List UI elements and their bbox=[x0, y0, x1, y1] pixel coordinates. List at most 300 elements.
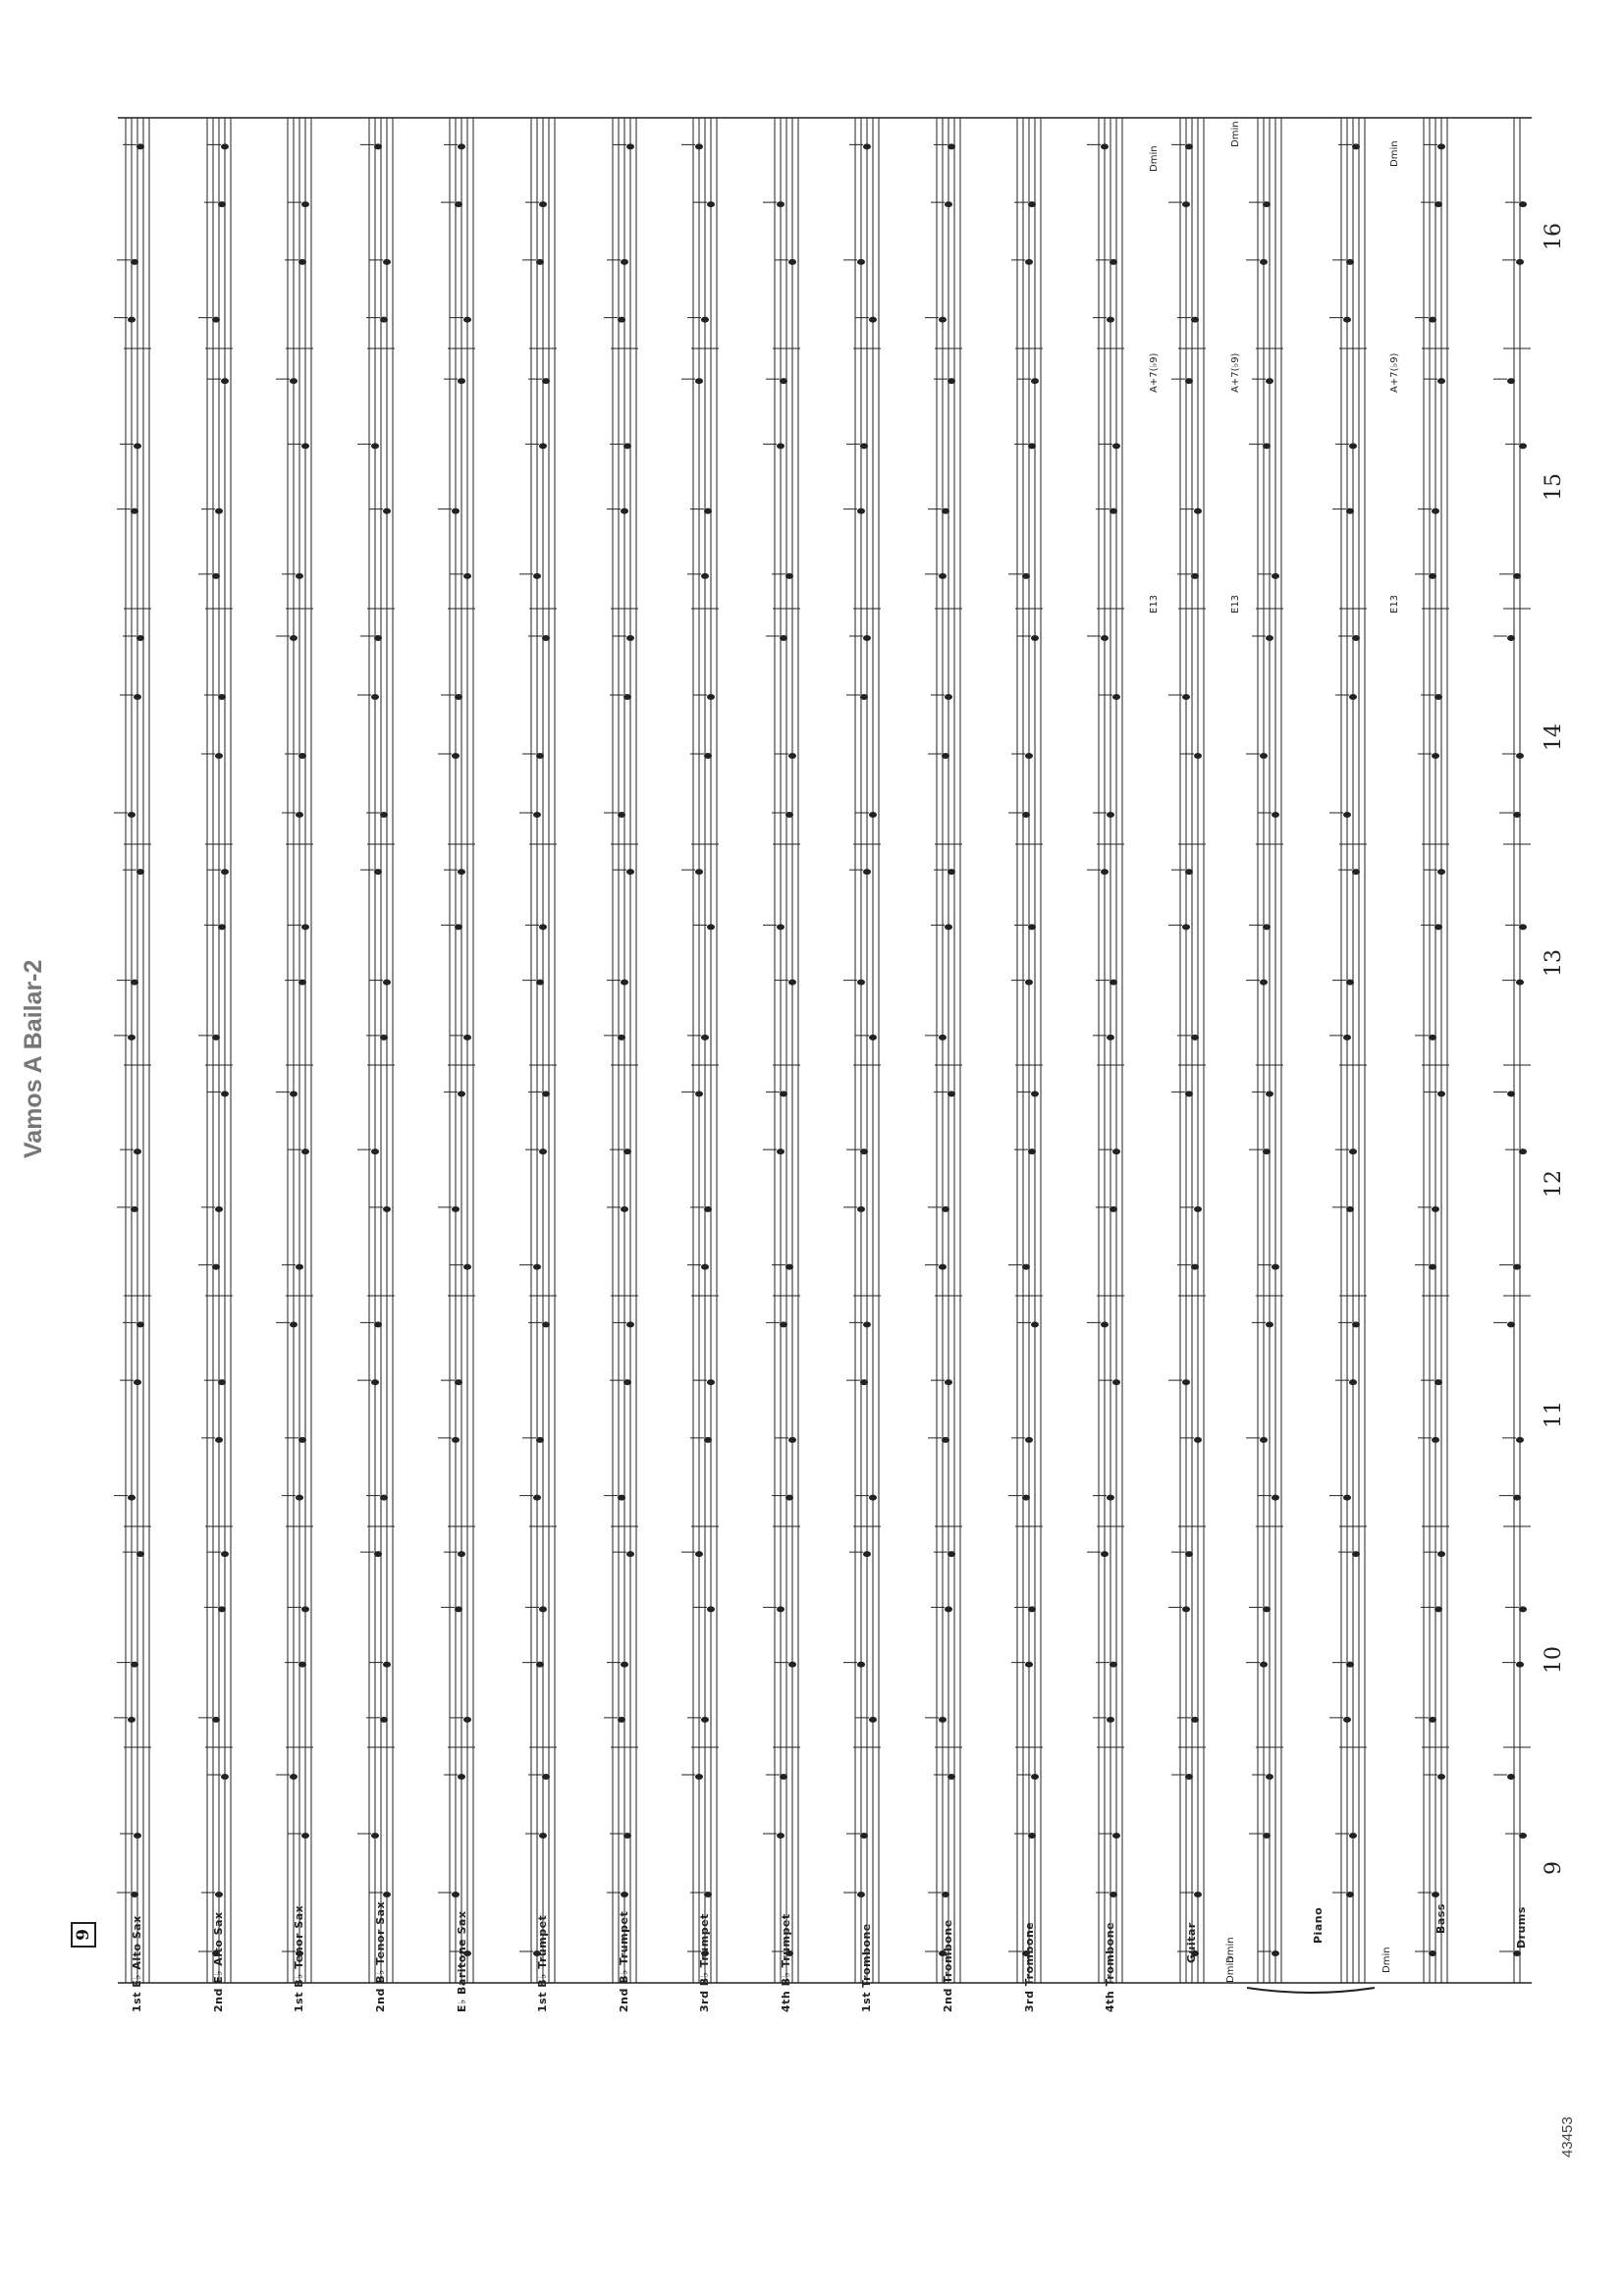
note-head bbox=[455, 1606, 462, 1612]
note-head bbox=[1266, 378, 1273, 384]
note-head bbox=[298, 980, 306, 986]
note-head bbox=[618, 1495, 625, 1501]
instrument-label-trumpet-3: 3rd B♭ Trumpet bbox=[698, 1913, 711, 2012]
note-head bbox=[458, 869, 465, 875]
note-head bbox=[128, 317, 135, 323]
note-head bbox=[945, 924, 952, 930]
note-head bbox=[212, 1717, 220, 1723]
note-head bbox=[1429, 573, 1436, 579]
note-head bbox=[1349, 1379, 1357, 1385]
note-head bbox=[134, 443, 141, 449]
note-head bbox=[371, 1379, 379, 1385]
note-head bbox=[542, 1321, 550, 1327]
note-head bbox=[1437, 1551, 1445, 1557]
note-head bbox=[1182, 1606, 1190, 1612]
note-head bbox=[1519, 1606, 1527, 1612]
note-head bbox=[463, 1035, 471, 1041]
note-head bbox=[298, 753, 306, 759]
note-head bbox=[1519, 1148, 1527, 1154]
note-head bbox=[1343, 1495, 1351, 1501]
note-head bbox=[863, 635, 871, 641]
note-head bbox=[374, 1321, 382, 1327]
note-head bbox=[1352, 1321, 1360, 1327]
note-head bbox=[1437, 869, 1445, 875]
note-head bbox=[1346, 508, 1354, 514]
note-head bbox=[383, 1206, 391, 1212]
note-head bbox=[1343, 1717, 1351, 1723]
note-head bbox=[371, 1148, 379, 1154]
note-head bbox=[539, 1606, 547, 1612]
note-head bbox=[780, 1091, 787, 1096]
measure-number-13: 13 bbox=[1542, 949, 1566, 977]
note-head bbox=[1191, 573, 1199, 579]
note-head bbox=[1507, 1091, 1515, 1096]
note-head bbox=[621, 1206, 628, 1212]
piano-brace bbox=[1247, 1988, 1375, 1993]
note-head bbox=[463, 1264, 471, 1270]
note-head bbox=[533, 573, 541, 579]
note-head bbox=[695, 1091, 703, 1096]
note-head bbox=[1028, 924, 1036, 930]
note-head bbox=[383, 259, 391, 265]
chord-bass-e13: E13 bbox=[1389, 594, 1400, 614]
note-head bbox=[1435, 694, 1442, 700]
note-head bbox=[1272, 1264, 1279, 1270]
note-head bbox=[704, 508, 712, 514]
note-head bbox=[869, 317, 877, 323]
note-head bbox=[1182, 924, 1190, 930]
note-head bbox=[1107, 812, 1114, 818]
note-head bbox=[539, 443, 547, 449]
note-head bbox=[777, 1148, 785, 1154]
note-head bbox=[134, 1379, 141, 1385]
instrument-label-trumpet-2: 2nd B♭ Trumpet bbox=[618, 1910, 630, 2012]
note-head bbox=[621, 980, 628, 986]
chord-bass-a7b9: A+7(♭9) bbox=[1389, 352, 1400, 393]
chord-piano-dmin: Dmin bbox=[1225, 1956, 1236, 1983]
note-head bbox=[1346, 259, 1354, 265]
note-head bbox=[942, 508, 949, 514]
note-head bbox=[371, 1833, 379, 1839]
note-head bbox=[860, 694, 868, 700]
note-head bbox=[458, 378, 465, 384]
note-head bbox=[626, 869, 634, 875]
note-head bbox=[1191, 1717, 1199, 1723]
note-head bbox=[1429, 1035, 1436, 1041]
note-head bbox=[1429, 1717, 1436, 1723]
note-head bbox=[777, 924, 785, 930]
note-head bbox=[298, 259, 306, 265]
note-head bbox=[1272, 573, 1279, 579]
note-head bbox=[780, 378, 787, 384]
note-head bbox=[857, 1206, 865, 1212]
note-head bbox=[618, 1035, 625, 1041]
note-head bbox=[136, 143, 144, 149]
note-head bbox=[374, 143, 382, 149]
note-head bbox=[1112, 1379, 1120, 1385]
note-head bbox=[945, 1606, 952, 1612]
note-head bbox=[777, 201, 785, 207]
note-head bbox=[1432, 1437, 1439, 1443]
note-head bbox=[1437, 378, 1445, 384]
barlines-layer bbox=[118, 118, 1532, 1993]
note-head bbox=[1028, 201, 1036, 207]
note-head bbox=[1519, 201, 1527, 207]
note-head bbox=[623, 1148, 631, 1154]
note-head bbox=[1031, 1774, 1039, 1780]
chord-piano-e13: E13 bbox=[1230, 594, 1241, 614]
note-head bbox=[869, 1717, 877, 1723]
note-head bbox=[626, 1551, 634, 1557]
note-head bbox=[221, 378, 229, 384]
note-head bbox=[1028, 1148, 1036, 1154]
instrument-label-tenor-sax-1: 1st B♭ Tenor Sax bbox=[293, 1904, 305, 2012]
note-head bbox=[1507, 1774, 1515, 1780]
note-head bbox=[134, 1833, 141, 1839]
note-head bbox=[1101, 143, 1109, 149]
note-head bbox=[1031, 378, 1039, 384]
chord-guitar-dmin: Dmin bbox=[1225, 1937, 1236, 1963]
note-head bbox=[1437, 1774, 1445, 1780]
note-head bbox=[623, 1833, 631, 1839]
note-head bbox=[1519, 924, 1527, 930]
note-head bbox=[215, 1437, 223, 1443]
note-head bbox=[1185, 143, 1193, 149]
note-head bbox=[1025, 980, 1033, 986]
note-head bbox=[1513, 1264, 1521, 1270]
note-head bbox=[1349, 443, 1357, 449]
note-head bbox=[1182, 201, 1190, 207]
note-head bbox=[945, 201, 952, 207]
note-head bbox=[128, 1035, 135, 1041]
note-head bbox=[695, 143, 703, 149]
note-head bbox=[1516, 1437, 1524, 1443]
note-head bbox=[371, 443, 379, 449]
note-head bbox=[136, 1321, 144, 1327]
note-head bbox=[777, 443, 785, 449]
note-head bbox=[136, 1551, 144, 1557]
note-head bbox=[1352, 1551, 1360, 1557]
note-head bbox=[857, 1662, 865, 1668]
note-head bbox=[707, 694, 715, 700]
note-head bbox=[1432, 1892, 1439, 1897]
note-head bbox=[1112, 1833, 1120, 1839]
note-head bbox=[1110, 980, 1117, 986]
note-head bbox=[371, 694, 379, 700]
chord-bass-dmin-2: Dmin bbox=[1389, 140, 1400, 167]
note-head bbox=[542, 635, 550, 641]
note-head bbox=[1266, 1321, 1273, 1327]
note-head bbox=[947, 1551, 955, 1557]
instrument-label-piano: Piano bbox=[1312, 1906, 1325, 1944]
note-head bbox=[221, 143, 229, 149]
note-head bbox=[1028, 1606, 1036, 1612]
note-head bbox=[298, 1437, 306, 1443]
note-head bbox=[1025, 753, 1033, 759]
note-head bbox=[1346, 1662, 1354, 1668]
note-head bbox=[788, 753, 796, 759]
note-head bbox=[857, 980, 865, 986]
note-head bbox=[218, 694, 226, 700]
note-head bbox=[788, 980, 796, 986]
note-head bbox=[458, 143, 465, 149]
staves-layer bbox=[126, 118, 1520, 1983]
instrument-label-trombone-2: 2nd Trombone bbox=[942, 1919, 954, 2012]
note-head bbox=[1437, 1091, 1445, 1096]
note-head bbox=[533, 812, 541, 818]
note-head bbox=[695, 1551, 703, 1557]
note-head bbox=[1101, 1321, 1109, 1327]
note-head bbox=[458, 1551, 465, 1557]
note-head bbox=[1260, 259, 1268, 265]
note-head bbox=[1349, 694, 1357, 700]
note-head bbox=[701, 1264, 709, 1270]
note-head bbox=[1025, 259, 1033, 265]
note-head bbox=[1343, 1035, 1351, 1041]
note-head bbox=[374, 635, 382, 641]
note-head bbox=[863, 1551, 871, 1557]
note-head bbox=[296, 1495, 303, 1501]
note-head bbox=[1191, 317, 1199, 323]
note-head bbox=[131, 1662, 138, 1668]
note-head bbox=[942, 753, 949, 759]
note-head bbox=[290, 1774, 298, 1780]
note-head bbox=[290, 635, 298, 641]
note-head bbox=[1194, 753, 1202, 759]
note-head bbox=[380, 1495, 388, 1501]
note-head bbox=[218, 1379, 226, 1385]
note-head bbox=[1185, 869, 1193, 875]
note-head bbox=[869, 1035, 877, 1041]
note-head bbox=[945, 1379, 952, 1385]
note-head bbox=[455, 201, 462, 207]
note-head bbox=[1263, 1833, 1271, 1839]
footer-catalog-number: 43453 bbox=[1559, 2116, 1576, 2158]
note-head bbox=[536, 259, 544, 265]
note-head bbox=[215, 753, 223, 759]
note-head bbox=[785, 573, 793, 579]
note-head bbox=[1260, 1662, 1268, 1668]
note-head bbox=[1507, 635, 1515, 641]
note-head bbox=[1432, 1206, 1439, 1212]
note-head bbox=[463, 573, 471, 579]
note-head bbox=[533, 1495, 541, 1501]
note-head bbox=[290, 1091, 298, 1096]
note-head bbox=[1022, 1495, 1030, 1501]
note-head bbox=[136, 635, 144, 641]
note-head bbox=[1101, 635, 1109, 641]
note-head bbox=[780, 1774, 787, 1780]
note-head bbox=[131, 508, 138, 514]
note-head bbox=[1437, 143, 1445, 149]
note-head bbox=[947, 1774, 955, 1780]
note-head bbox=[777, 1833, 785, 1839]
note-head bbox=[618, 812, 625, 818]
note-head bbox=[704, 1892, 712, 1897]
note-head bbox=[221, 1091, 229, 1096]
instrument-label-guitar: Guitar bbox=[1185, 1922, 1198, 1963]
instrument-label-baritone-sax: E♭ Baritone Sax bbox=[456, 1910, 468, 2012]
instrument-label-trombone-1: 1st Trombone bbox=[860, 1923, 873, 2012]
note-head bbox=[869, 1495, 877, 1501]
note-head bbox=[301, 1833, 309, 1839]
note-head bbox=[1025, 1662, 1033, 1668]
note-head bbox=[623, 1379, 631, 1385]
note-head bbox=[623, 694, 631, 700]
note-head bbox=[1516, 753, 1524, 759]
note-head bbox=[1185, 1774, 1193, 1780]
rehearsal-mark: 9 bbox=[71, 1922, 96, 1948]
note-head bbox=[542, 1774, 550, 1780]
note-head bbox=[1266, 1774, 1273, 1780]
chord-guitar-a7b9: A+7(♭9) bbox=[1149, 352, 1160, 393]
note-head bbox=[536, 1662, 544, 1668]
note-head bbox=[1429, 1950, 1436, 1956]
note-head bbox=[860, 1379, 868, 1385]
note-head bbox=[1513, 1495, 1521, 1501]
note-head bbox=[212, 573, 220, 579]
note-head bbox=[1435, 1606, 1442, 1612]
note-head bbox=[134, 1148, 141, 1154]
instrument-label-tenor-sax-2: 2nd B♭ Tenor Sax bbox=[374, 1900, 387, 2012]
note-head bbox=[298, 1662, 306, 1668]
note-head bbox=[777, 1606, 785, 1612]
note-head bbox=[383, 1892, 391, 1897]
note-head bbox=[863, 143, 871, 149]
note-head bbox=[1185, 1091, 1193, 1096]
measure-number-14: 14 bbox=[1542, 723, 1566, 751]
note-head bbox=[1110, 1892, 1117, 1897]
instrument-label-trumpet-1: 1st B♭ Trumpet bbox=[536, 1914, 549, 2012]
note-head bbox=[301, 924, 309, 930]
note-head bbox=[1432, 508, 1439, 514]
note-head bbox=[1107, 1035, 1114, 1041]
note-head bbox=[1272, 1495, 1279, 1501]
instrument-label-trombone-3: 3rd Trombone bbox=[1023, 1921, 1036, 2012]
note-head bbox=[221, 1774, 229, 1780]
note-head bbox=[1263, 1148, 1271, 1154]
note-head bbox=[542, 378, 550, 384]
note-head bbox=[788, 259, 796, 265]
note-head bbox=[621, 1662, 628, 1668]
note-head bbox=[131, 259, 138, 265]
note-head bbox=[1435, 1379, 1442, 1385]
note-head bbox=[1022, 812, 1030, 818]
note-head bbox=[942, 1892, 949, 1897]
note-head bbox=[539, 201, 547, 207]
note-head bbox=[1263, 1606, 1271, 1612]
note-head bbox=[1507, 378, 1515, 384]
note-head bbox=[945, 694, 952, 700]
note-head bbox=[1266, 1091, 1273, 1096]
note-head bbox=[1112, 1148, 1120, 1154]
note-head bbox=[128, 1495, 135, 1501]
note-head bbox=[301, 201, 309, 207]
note-head bbox=[1519, 443, 1527, 449]
note-head bbox=[704, 753, 712, 759]
note-head bbox=[1185, 378, 1193, 384]
note-head bbox=[536, 1437, 544, 1443]
note-head bbox=[695, 378, 703, 384]
note-head bbox=[452, 753, 460, 759]
note-head bbox=[539, 1833, 547, 1839]
note-head bbox=[1429, 1264, 1436, 1270]
note-head bbox=[626, 143, 634, 149]
instrument-label-bass: Bass bbox=[1435, 1903, 1447, 1934]
note-head bbox=[1352, 143, 1360, 149]
note-head bbox=[1429, 317, 1436, 323]
note-head bbox=[1182, 1379, 1190, 1385]
instrument-label-trumpet-4: 4th B♭ Trumpet bbox=[780, 1913, 792, 2012]
note-head bbox=[215, 1206, 223, 1212]
note-head bbox=[942, 1206, 949, 1212]
chord-piano-dmin-2: Dmin bbox=[1230, 121, 1241, 147]
note-head bbox=[221, 1551, 229, 1557]
note-head bbox=[1349, 1148, 1357, 1154]
note-head bbox=[536, 980, 544, 986]
note-head bbox=[1519, 1833, 1527, 1839]
note-head bbox=[1194, 1206, 1202, 1212]
note-head bbox=[780, 635, 787, 641]
note-head bbox=[290, 378, 298, 384]
note-head bbox=[1346, 1892, 1354, 1897]
note-head bbox=[939, 1035, 947, 1041]
note-head bbox=[707, 924, 715, 930]
note-head bbox=[626, 1321, 634, 1327]
note-head bbox=[1022, 1264, 1030, 1270]
note-head bbox=[1263, 924, 1271, 930]
note-head bbox=[542, 1091, 550, 1096]
note-head bbox=[947, 378, 955, 384]
instrument-label-alto-sax-1: 1st E♭ Alto Sax bbox=[131, 1915, 143, 2012]
note-head bbox=[1194, 1437, 1202, 1443]
note-head bbox=[1343, 812, 1351, 818]
note-head bbox=[1272, 812, 1279, 818]
note-head bbox=[1185, 1551, 1193, 1557]
note-head bbox=[1516, 980, 1524, 986]
note-head bbox=[942, 1437, 949, 1443]
measure-number-16: 16 bbox=[1542, 223, 1566, 250]
note-head bbox=[1110, 1662, 1117, 1668]
note-head bbox=[704, 1437, 712, 1443]
note-head bbox=[301, 1606, 309, 1612]
note-head bbox=[1263, 443, 1271, 449]
note-head bbox=[218, 1606, 226, 1612]
note-head bbox=[383, 980, 391, 986]
note-head bbox=[618, 317, 625, 323]
note-head bbox=[136, 869, 144, 875]
note-head bbox=[212, 1264, 220, 1270]
note-head bbox=[455, 1379, 462, 1385]
note-head bbox=[215, 508, 223, 514]
note-head bbox=[1191, 1035, 1199, 1041]
note-head bbox=[947, 143, 955, 149]
note-head bbox=[1191, 1264, 1199, 1270]
note-head bbox=[458, 1091, 465, 1096]
note-head bbox=[618, 1717, 625, 1723]
note-head bbox=[701, 317, 709, 323]
note-head bbox=[1194, 508, 1202, 514]
note-head bbox=[380, 317, 388, 323]
note-head bbox=[939, 1717, 947, 1723]
measure-number-15: 15 bbox=[1542, 473, 1566, 501]
note-head bbox=[869, 812, 877, 818]
note-head bbox=[1516, 259, 1524, 265]
note-head bbox=[860, 1833, 868, 1839]
note-head bbox=[131, 980, 138, 986]
note-head bbox=[1112, 443, 1120, 449]
note-head bbox=[296, 812, 303, 818]
